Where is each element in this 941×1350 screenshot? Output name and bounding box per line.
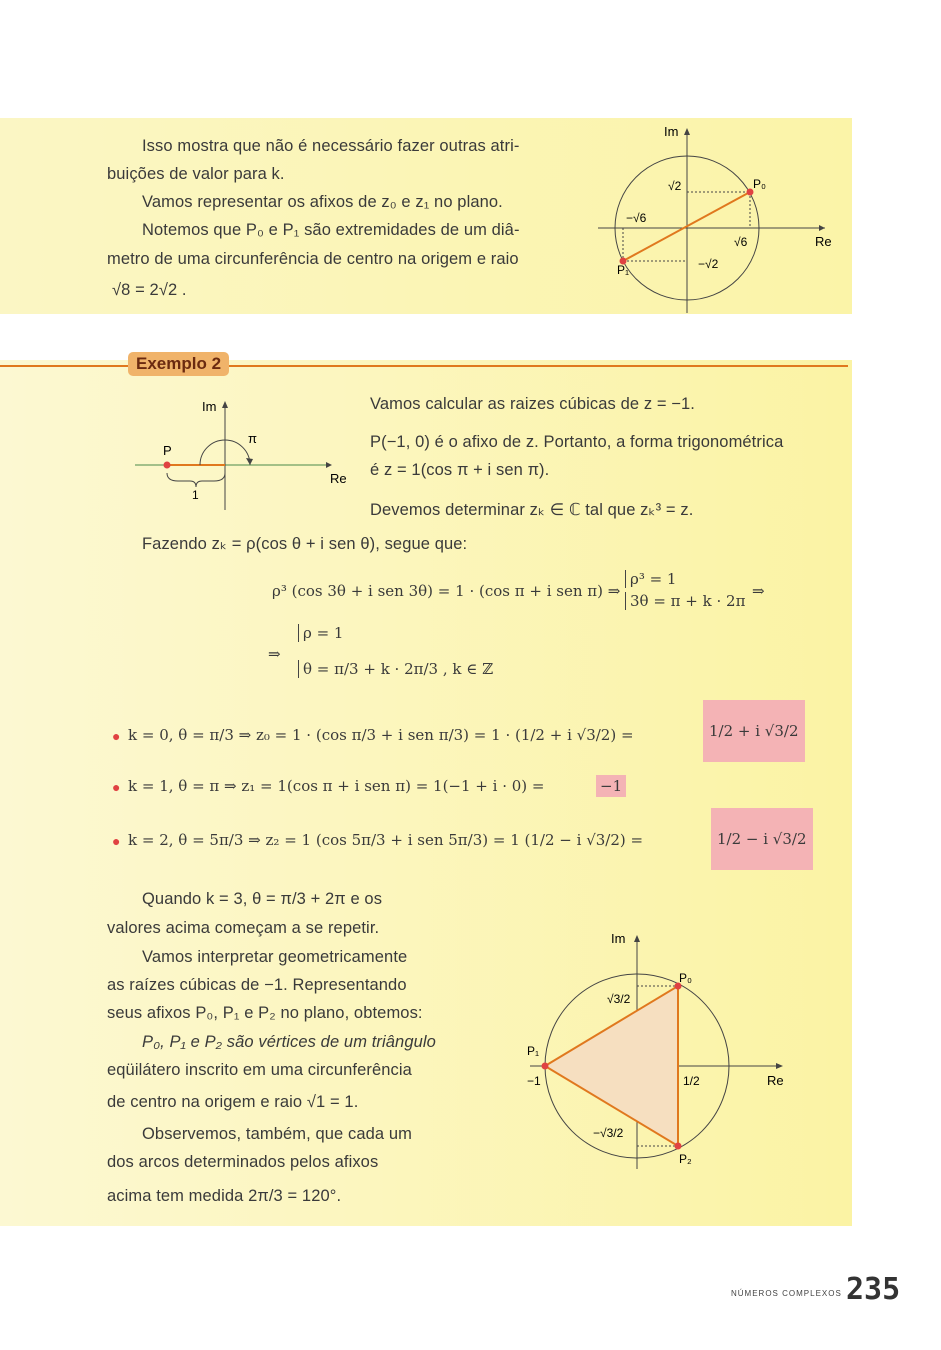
text-line: é z = 1(cos π + i sen π). [370, 461, 550, 479]
text-line: √8 = 2√2 . [112, 281, 187, 299]
label-p1: P₁ [617, 263, 630, 277]
example-badge: Exemplo 2 [128, 352, 229, 376]
result-k1: −1 [596, 775, 626, 797]
text-line: Fazendo zₖ = ρ(cos θ + i sen θ), segue que: [142, 535, 468, 553]
equation-2a: ρ = 1 [298, 624, 343, 642]
text-line: Vamos representar os afixos de z₀ e z₁ no plano. [142, 193, 503, 211]
case-k1: k = 1, θ = π ⇒ z₁ = 1(cos π + i sen π) = 1(−1 + i · 0) = [128, 777, 545, 795]
implies-arrow: ⇒ [752, 582, 765, 600]
page-number: 235 [846, 1272, 901, 1307]
label-p0: P₀ [679, 971, 692, 985]
footer-title: NÚMEROS COMPLEXOS [731, 1289, 842, 1298]
point-p1 [542, 1063, 549, 1070]
text-line: seus afixos P₀, P₁ e P₂ no plano, obtemos: [107, 1004, 423, 1022]
label-pi: π [248, 431, 257, 446]
text-line: eqüilátero inscrito em uma circunferência [107, 1061, 412, 1079]
result-k2: 1/2 − i √3/2 [711, 808, 813, 870]
text-line: Observemos, também, que cada um [142, 1125, 412, 1143]
point-p [164, 462, 171, 469]
label-sqrt2: √2 [668, 179, 682, 193]
text-line: valores acima começam a se repetir. [107, 919, 380, 937]
bullet: ● [112, 779, 121, 795]
bullet: ● [112, 833, 121, 849]
text-line: acima tem medida 2π/3 = 120°. [107, 1187, 342, 1205]
text-line: P(−1, 0) é o afixo de z. Portanto, a forma trigonométrica [370, 433, 784, 451]
label-p0: P₀ [753, 177, 766, 191]
label-minus-one: −1 [527, 1074, 541, 1088]
text-line: Vamos interpretar geometricamente [142, 948, 408, 966]
triangle-figure [515, 925, 815, 1170]
equation-1: ρ³ (cos 3θ + i sen 3θ) = 1 · (cos π + i sen π) ⇒ [272, 582, 621, 600]
text-line: dos arcos determinados pelos afixos [107, 1153, 379, 1171]
axis-label-im: Im [611, 931, 626, 946]
text-line: as raízes cúbicas de −1. Representando [107, 976, 407, 994]
equation-2b: θ = π/3 + k · 2π/3 , k ∈ ℤ [298, 660, 493, 678]
label-p1: P₁ [527, 1044, 540, 1058]
text-line: Notemos que P₀ e P₁ são extremidades de um diâ- [142, 221, 520, 239]
result-k0: 1/2 + i √3/2 [703, 700, 805, 762]
label-one: 1 [192, 488, 199, 502]
text-line: P₀, P₁ e P₂ são vértices de um triângulo [142, 1033, 436, 1051]
point-p2 [675, 1143, 682, 1150]
label-p: P [163, 443, 172, 458]
axis-label-re: Re [330, 471, 347, 486]
text-line: Quando k = 3, θ = π/3 + 2π e os [142, 890, 383, 908]
text-line: Isso mostra que não é necessário fazer outras atri- [142, 137, 520, 155]
label-minus-sqrt6: −√6 [626, 211, 647, 225]
text-line: Devemos determinar zₖ ∈ ℂ tal que zₖ³ = z. [370, 501, 694, 519]
label-half: 1/2 [683, 1074, 700, 1088]
text-line: buições de valor para k. [107, 165, 285, 183]
label-minus-sqrt3-half: −√3/2 [593, 1126, 624, 1140]
axis-label-re: Re [815, 234, 832, 249]
label-sqrt6: √6 [734, 235, 748, 249]
point-figure [130, 395, 360, 515]
case-k0: k = 0, θ = π/3 ⇒ z₀ = 1 · (cos π/3 + i sen π/3) = 1 · (1/2 + i √3/2) = [128, 726, 634, 744]
label-p2: P₂ [679, 1152, 692, 1166]
label-minus-sqrt2: −√2 [698, 257, 719, 271]
axis-label-im: Im [664, 124, 679, 139]
diameter-figure [590, 118, 850, 314]
text-line: metro de uma circunferência de centro na origem e raio [107, 250, 519, 268]
equation-1b: 3θ = π + k · 2π [625, 592, 745, 610]
implies-arrow: ⇒ [268, 645, 281, 663]
text-line: Vamos calcular as raizes cúbicas de z = −1. [370, 395, 695, 413]
case-k2: k = 2, θ = 5π/3 ⇒ z₂ = 1 (cos 5π/3 + i sen 5π/3) = 1 (1/2 − i √3/2) = [128, 831, 644, 849]
axis-label-im: Im [202, 399, 217, 414]
axis-label-re: Re [767, 1073, 784, 1088]
bullet: ● [112, 728, 121, 744]
text-line: de centro na origem e raio √1 = 1. [107, 1093, 359, 1111]
label-sqrt3-half: √3/2 [607, 992, 631, 1006]
equation-1a: ρ³ = 1 [625, 570, 676, 588]
